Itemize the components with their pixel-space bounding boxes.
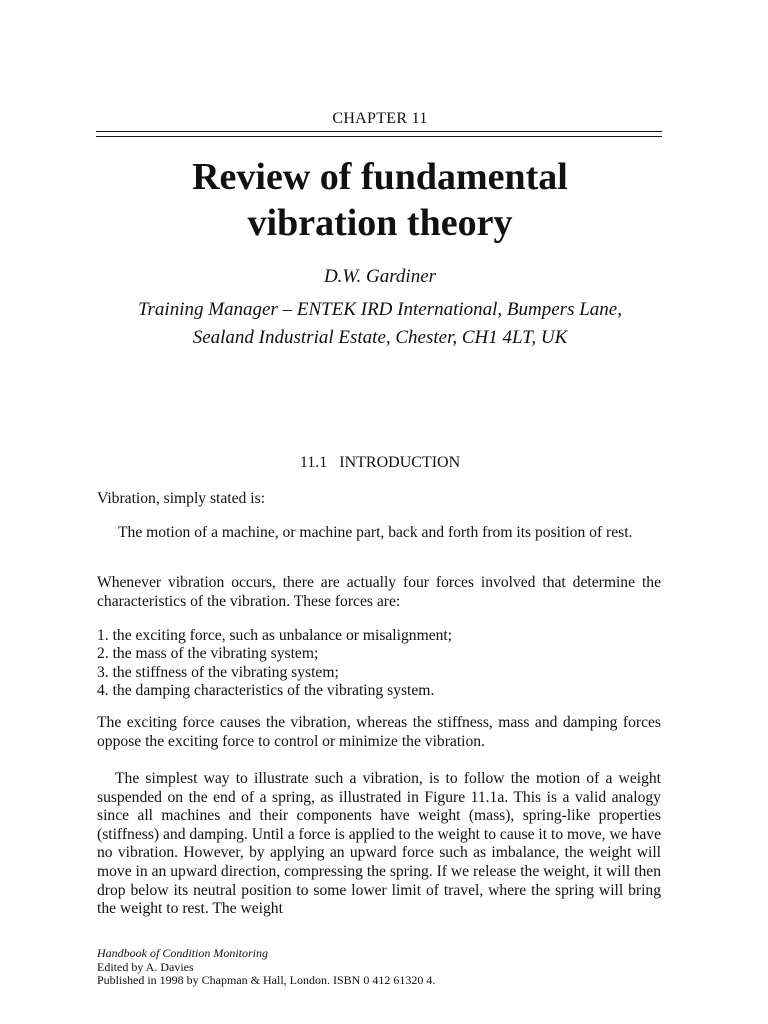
header-rule-bottom [96,136,662,137]
oppose-paragraph: The exciting force causes the vibration, whereas the stiffness, mass and damping forces oppose the exciting force to control or minimize the vibration. [97,714,661,750]
chapter-label: CHAPTER 11 [332,110,428,127]
author-affiliation [0,296,760,352]
affiliation-line-2: Sealand Industrial Estate, Chester, CH1 4LT, UK [192,327,568,348]
book-title: Handbook of Condition Monitoring [97,946,268,960]
definition-quote: The motion of a machine, or machine part, back and forth from its position of rest. [118,524,633,541]
editor-line: Edited by A. Davies [97,959,194,974]
list-item: 2. the mass of the vibrating system; [97,645,319,663]
header-rule-top [96,131,662,132]
section-heading [0,454,760,472]
intro-paragraph: Vibration, simply stated is: [97,490,265,507]
forces-list [97,627,661,701]
chapter-title-line-1: Review of fundamental [192,156,568,198]
section-title: INTRODUCTION [339,454,461,471]
forces-intro-paragraph: Whenever vibration occurs, there are actually four forces involved that determine the characteristics of the vibration. These forces are: [97,574,661,610]
publisher-line: Published in 1998 by Chapman & Hall, London. ISBN 0 412 61320 4. [97,973,436,987]
list-item: 3. the stiffness of the vibrating system; [97,663,339,681]
spring-paragraph: The simplest way to illustrate such a vibration, is to follow the motion of a weight suspended on the end of a spring, as illustrated in Figure 11.1a. This is a valid analogy since all machines and their components have weight (mass), spring-like properties (stiffness) and damping. Until a force is applied to the weight to cause it to move, we have no vibration. However, by applying an upward force such as imbalance, the weight will move in an upward direction, compressing the spring. If we release the weight, it will then drop below its neutral position to some lower limit of travel, where the spring will bring the weight to rest. The weight [97,770,661,918]
list-item: 1. the exciting force, such as unbalance or misalignment; [97,627,453,644]
chapter-title [0,154,760,246]
author-name: D.W. Gardiner [323,266,437,287]
list-item: 4. the damping characteristics of the vibrating system. [97,682,435,700]
section-number: 11.1 [299,454,328,471]
publication-footer [97,947,661,988]
affiliation-line-1: Training Manager – ENTEK IRD International, Bumpers Lane, [138,299,622,320]
chapter-title-line-2: vibration theory [247,202,513,244]
